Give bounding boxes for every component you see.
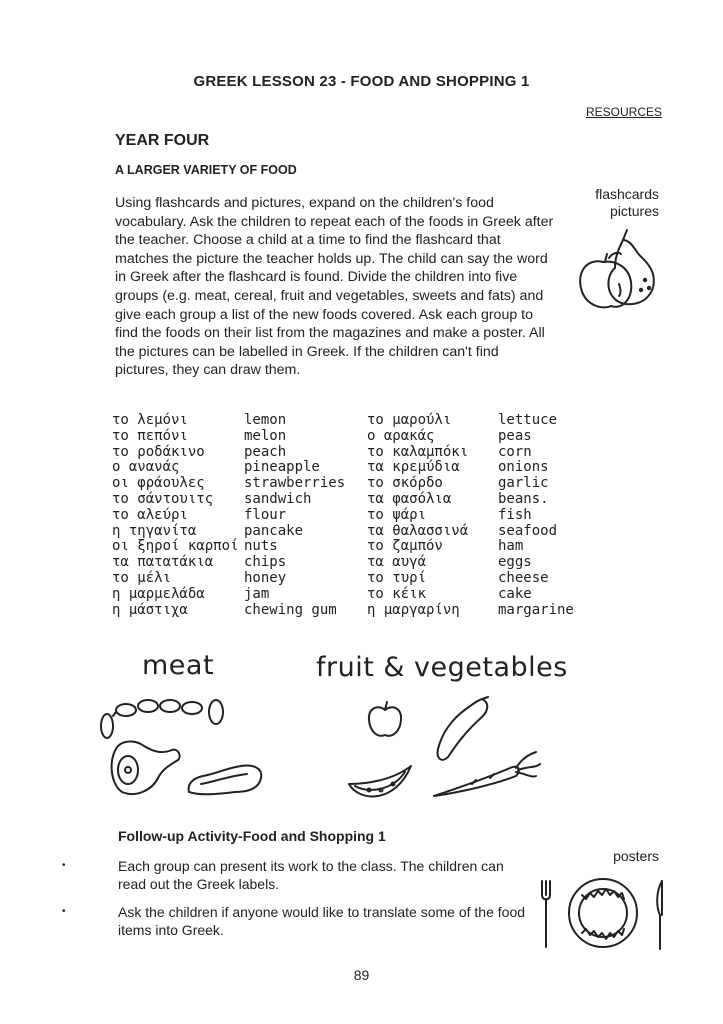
followup-item-2: Ask the children if anyone would like to translate some of the food items into Greek. (118, 904, 526, 938)
vocab-greek-word: οι φράουλες (112, 475, 205, 492)
vocab-english-word: lettuce (498, 412, 558, 428)
vocab-english-word: melon (244, 427, 287, 444)
vocab-english-word: garlic (498, 475, 549, 492)
vocab-greek-word: το ψάρι (367, 506, 427, 523)
page-title: GREEK LESSON 23 - FOOD AND SHOPPING 1 (193, 73, 530, 90)
vocab-greek-word: το ζαμπόν (367, 538, 443, 555)
vocab-greek-word: το σάντουιτς (112, 490, 214, 507)
page-number: 89 (353, 967, 370, 983)
vocab-greek-word: η μάστιχα (112, 601, 188, 618)
resource-posters: posters (613, 848, 659, 864)
followup-heading: Follow-up Activity-Food and Shopping 1 (118, 828, 386, 844)
vocab-greek-word: η τηγανίτα (112, 522, 197, 539)
vocab-english-word: ham (498, 538, 524, 555)
vocab-english-word: corn (498, 443, 532, 460)
vocab-greek-word: τα αυγά (367, 554, 427, 571)
vocab-english-word: onions (498, 459, 549, 476)
vocab-greek-word: το αλεύρι (112, 506, 188, 523)
steak-icon (185, 762, 265, 797)
vocab-english-word: sandwich (244, 490, 312, 507)
followup-item-1: Each group can present its work to the class. The children can read out the Greek labels. (118, 858, 504, 892)
vocab-greek-word: τα πατατάκια (112, 554, 214, 571)
vocab-english-column-2 (498, 413, 574, 618)
vocab-english-word: lemon (244, 412, 287, 428)
resource-pictures: pictures (609, 203, 659, 219)
vocab-english-word: pineapple (244, 459, 320, 476)
fruit-vegetables-label: fruit & vegetables (316, 652, 568, 683)
vocab-greek-word: το κέικ (367, 585, 427, 602)
vocab-english-word: peas (498, 427, 532, 444)
vocab-greek-word: ο αρακάς (367, 427, 435, 444)
vocab-english-word: honey (244, 569, 287, 586)
vocab-greek-word: η μαρμελάδα (112, 585, 205, 602)
vocab-greek-column-1 (112, 413, 238, 618)
resources-heading: RESOURCES (585, 105, 662, 119)
vocab-english-word: flour (244, 506, 287, 523)
vocab-greek-word: το μαρούλι (367, 412, 452, 428)
vocab-english-word: strawberries (244, 475, 346, 492)
apple-icon (366, 700, 404, 740)
vocab-english-word: chewing gum (244, 601, 337, 618)
vocab-greek-word: τα φασόλια (367, 490, 452, 507)
vocab-english-word: eggs (498, 554, 532, 571)
vocab-english-word: fish (498, 506, 532, 523)
meat-label: meat (142, 650, 215, 681)
section-subheading: A LARGER VARIETY OF FOOD (115, 163, 297, 177)
vocab-english-word: seafood (498, 522, 558, 539)
watermelon-slice-icon (345, 760, 415, 805)
vocab-greek-column-2 (367, 413, 468, 618)
vocab-english-word: cheese (498, 569, 549, 586)
vocab-greek-word: ο ανανάς (112, 459, 180, 476)
vocab-greek-word: το σκόρδο (367, 475, 443, 492)
resource-flashcards: flashcards (595, 186, 659, 202)
carrot-icon (432, 750, 542, 800)
vocab-english-word: margarine (498, 601, 574, 618)
vocab-english-column-1 (244, 413, 345, 618)
vocab-english-word: pancake (244, 522, 304, 539)
ham-leg-icon (108, 738, 183, 798)
apple-pear-icon (575, 228, 665, 318)
vocab-greek-word: το πεπόνι (112, 427, 188, 444)
vocab-english-word: jam (244, 585, 270, 602)
sausage-chain-icon (100, 692, 225, 742)
plate-cutlery-icon (538, 877, 668, 952)
vocab-greek-word: το λεμόνι (112, 412, 188, 428)
bullet-marker: • (62, 906, 66, 917)
vocab-greek-word: το τυρί (367, 569, 427, 586)
vocab-greek-word: το καλαμπόκι (367, 443, 469, 460)
vocab-english-word: nuts (244, 538, 278, 555)
instructions-paragraph: Using flashcards and pictures, expand on the children's food vocabulary. Ask the children to repeat each of the foods in Greek after the teacher. Choose a child at a time to find the flashcard that matches the picture the teacher holds up. The child can say the word in Greek after the flashcard is found. Divide the children into five groups (e.g. meat, cereal, fruit and vegetables, sweets and fats) and give each group a list of the new foods covered. Ask each group to find the foods on their list from the magazines and make a poster. All the pictures can be labelled in Greek. If the children can't find pictures, they can draw them. (115, 195, 554, 379)
vocab-greek-word: τα θαλασσινά (367, 522, 469, 539)
vocab-english-word: chips (244, 554, 287, 571)
vocab-greek-word: η μαργαρίνη (367, 601, 460, 618)
vocab-greek-word: το ροδάκινο (112, 443, 205, 460)
vocab-english-word: beans. (498, 490, 549, 507)
vocab-english-word: cake (498, 585, 532, 602)
vocab-greek-word: τα κρεμύδια (367, 459, 460, 476)
vocab-english-word: peach (244, 443, 287, 460)
vocab-greek-word: οι ξηροί καρποί (112, 538, 239, 555)
vocab-greek-word: το μέλι (112, 569, 172, 586)
year-heading: YEAR FOUR (115, 132, 210, 149)
bullet-marker: • (62, 860, 66, 871)
